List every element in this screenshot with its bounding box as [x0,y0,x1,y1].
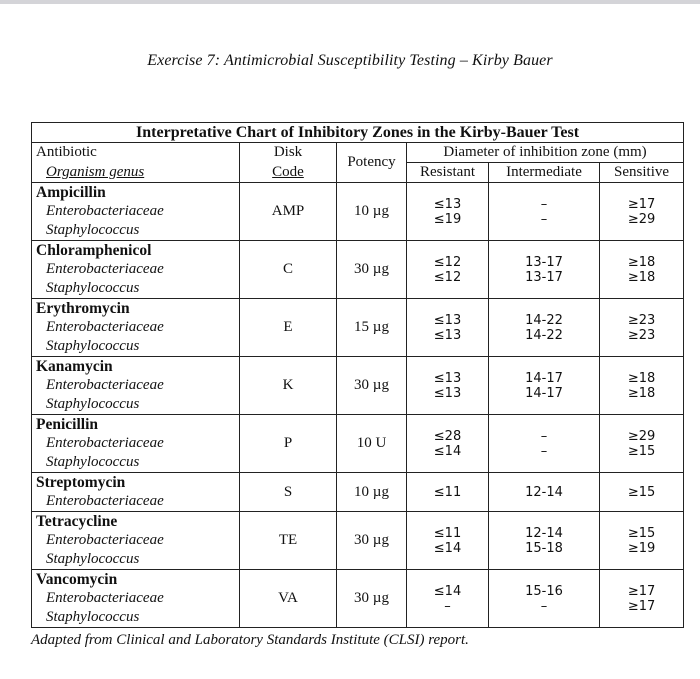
header-sensitive: Sensitive [600,163,684,183]
organism-name: Enterobacteriaceae [46,435,164,451]
sensitive-value: ≥18 [627,269,656,285]
drug-name-row [32,512,684,532]
resistant-value: ≤19 [433,211,462,227]
drug-name-row [32,473,684,493]
table-body [32,183,684,628]
potency: 30 µg [337,512,407,570]
sensitive-value: ≥18 [627,254,656,270]
header-resistant: Resistant [407,163,489,183]
organism-name: Staphylococcus [46,338,140,354]
drug-name: Ampicillin [32,183,240,203]
potency: 10 µg [337,183,407,241]
resistant-value: ≤11 [433,525,462,541]
resistant-value: ≤13 [433,196,462,212]
resistant-cell [407,299,489,357]
header-disk: Disk [240,143,337,163]
disk-code: AMP [240,183,337,241]
intermediate-cell [489,570,600,628]
drug-name-row [32,299,684,319]
intermediate-value: 15-18 [525,540,563,556]
resistant-value: ≤14 [433,583,462,599]
sensitive-value: ≥18 [627,385,656,401]
header-organism: Organism genus [32,163,240,183]
sensitive-value: ≥15 [627,525,656,541]
resistant-value: ≤13 [433,312,462,328]
top-bar [0,0,700,4]
organism-name: Staphylococcus [46,609,140,625]
sensitive-value: ≥23 [627,312,656,328]
potency: 30 µg [337,357,407,415]
resistant-value: ≤13 [433,385,462,401]
intermediate-cell [489,357,600,415]
resistant-value: ≤14 [433,540,462,556]
organism-name: Enterobacteriaceae [46,493,164,509]
intermediate-value: 12-14 [525,484,563,500]
intermediate-value: – [540,196,548,212]
sensitive-value: ≥23 [627,327,656,343]
organism-name: Staphylococcus [46,551,140,567]
intermediate-value: 14-17 [525,385,563,401]
potency: 30 µg [337,241,407,299]
intermediate-value: 13-17 [525,254,563,270]
sensitive-cell [600,570,684,628]
organism-list [32,492,240,512]
organism-name: Enterobacteriaceae [46,261,164,277]
drug-name: Chloramphenicol [32,241,240,261]
disk-code: K [240,357,337,415]
footer-note: Adapted from Clinical and Laboratory Standards Institute (CLSI) report. [31,632,469,648]
sensitive-value: ≥15 [627,443,656,459]
sensitive-value: ≥29 [627,428,656,444]
page-heading: Exercise 7: Antimicrobial Susceptibility Testing – Kirby Bauer [147,52,553,69]
resistant-value: ≤28 [433,428,462,444]
sensitive-cell [600,473,684,512]
intermediate-value: – [540,443,548,459]
resistant-cell [407,512,489,570]
resistant-cell [407,473,489,512]
disk-code: VA [240,570,337,628]
sensitive-value: ≥18 [627,370,656,386]
resistant-value: – [444,598,451,614]
sensitive-value: ≥17 [627,196,656,212]
intermediate-cell [489,299,600,357]
organism-name: Enterobacteriaceae [46,590,164,606]
resistant-value: ≤11 [433,484,462,500]
potency: 10 µg [337,473,407,512]
resistant-cell [407,183,489,241]
organism-name: Enterobacteriaceae [46,319,164,335]
organism-name: Staphylococcus [46,454,140,470]
resistant-cell [407,357,489,415]
resistant-value: ≤13 [433,370,462,386]
resistant-cell [407,241,489,299]
drug-name: Vancomycin [32,570,240,590]
potency: 10 U [337,415,407,473]
disk-code: P [240,415,337,473]
organism-name: Enterobacteriaceae [46,377,164,393]
drug-name-row [32,415,684,435]
drug-name-row [32,570,684,590]
kirby-bauer-table [31,122,684,628]
header-code: Code [240,163,337,183]
potency: 30 µg [337,570,407,628]
intermediate-cell [489,473,600,512]
header-antibiotic: Antibiotic [32,143,240,163]
drug-name-row [32,183,684,203]
sensitive-cell [600,357,684,415]
drug-name: Tetracycline [32,512,240,532]
resistant-value: ≤12 [433,254,462,270]
resistant-value: ≤13 [433,327,462,343]
organism-name: Staphylococcus [46,280,140,296]
disk-code: TE [240,512,337,570]
sensitive-cell [600,415,684,473]
organism-name: Staphylococcus [46,396,140,412]
intermediate-value: 14-22 [525,327,563,343]
disk-code: C [240,241,337,299]
intermediate-value: 14-22 [525,312,563,328]
resistant-cell [407,570,489,628]
organism-list [32,589,240,628]
intermediate-cell [489,183,600,241]
resistant-value: ≤12 [433,269,462,285]
resistant-cell [407,415,489,473]
drug-name: Streptomycin [32,473,240,493]
organism-name: Enterobacteriaceae [46,532,164,548]
header-diameter: Diameter of inhibition zone (mm) [407,143,684,163]
disk-code: E [240,299,337,357]
chart-title: Interpretative Chart of Inhibitory Zones in the Kirby-Bauer Test [32,123,684,143]
organism-list [32,434,240,473]
drug-name: Penicillin [32,415,240,435]
organism-list [32,202,240,241]
resistant-value: ≤14 [433,443,462,459]
intermediate-value: 14-17 [525,370,563,386]
organism-name: Staphylococcus [46,222,140,238]
intermediate-value: 15-16 [525,583,563,599]
organism-name: Enterobacteriaceae [46,203,164,219]
disk-code: S [240,473,337,512]
drug-name-row [32,241,684,261]
sensitive-cell [600,183,684,241]
sensitive-value: ≥17 [627,583,656,599]
sensitive-cell [600,512,684,570]
intermediate-value: – [540,211,548,227]
intermediate-cell [489,512,600,570]
intermediate-cell [489,415,600,473]
header-intermediate: Intermediate [489,163,600,183]
intermediate-value: 13-17 [525,269,563,285]
intermediate-value: – [540,598,548,614]
intermediate-value: – [540,428,548,444]
drug-name: Kanamycin [32,357,240,377]
sensitive-cell [600,299,684,357]
header-potency: Potency [337,143,407,183]
organism-list [32,376,240,415]
potency: 15 µg [337,299,407,357]
organism-list [32,260,240,299]
drug-name-row [32,357,684,377]
sensitive-cell [600,241,684,299]
organism-list [32,531,240,570]
organism-list [32,318,240,357]
drug-name: Erythromycin [32,299,240,319]
intermediate-cell [489,241,600,299]
sensitive-value: ≥29 [627,211,656,227]
sensitive-value: ≥17 [627,598,656,614]
sensitive-value: ≥15 [627,484,656,500]
sensitive-value: ≥19 [627,540,656,556]
intermediate-value: 12-14 [525,525,563,541]
